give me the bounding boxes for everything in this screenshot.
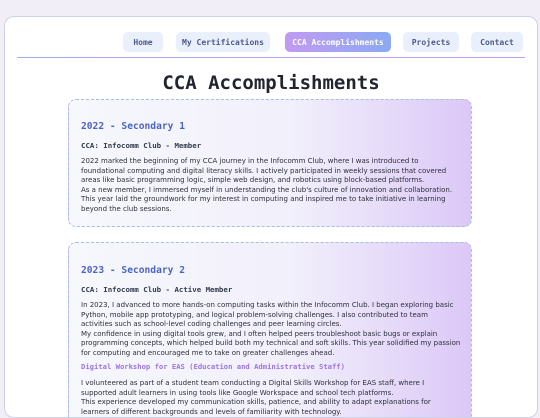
year-heading: 2023 - Secondary 2 — [81, 265, 185, 276]
paragraph: My confidence in using digital tools grew, and I often helped peers troubleshoot basic bugs or explain programming concepts, which helped build both my technical and soft skills. This year solidified my passion for computing and encouraged me to take on greater challenges ahead. — [81, 329, 461, 357]
page-frame — [4, 16, 538, 418]
top-nav — [5, 32, 537, 52]
nav-certifications-button[interactable]: My Certifications — [176, 32, 270, 52]
paragraph: As a new member, I immersed myself in understanding the club's culture of innovation and collaboration. This year laid the groundwork for my interest in computing and inspired me to take initiative in learning beyond the club sessions. — [81, 185, 453, 213]
nav-projects-button[interactable]: Projects — [403, 32, 459, 52]
section-2022 — [68, 99, 472, 227]
paragraph: 2022 marked the beginning of my CCA journey in the Infocomm Club, where I was introduced to foundational computing and digital literacy skills. I actively participated in weekly sessions that covered areas like basic programming logic, simple web design, and robotics using block-based platforms. — [81, 157, 447, 185]
section-body — [81, 301, 461, 359]
role-heading: CCA: Infocomm Club - Member — [81, 141, 202, 150]
role-heading: CCA: Infocomm Club - Active Member — [81, 285, 233, 294]
section-2023 — [68, 242, 472, 418]
nav-contact-button[interactable]: Contact — [471, 32, 523, 52]
sub-section-body — [81, 379, 461, 417]
section-body — [81, 157, 461, 215]
paragraph: In 2023, I advanced to more hands-on computing tasks within the Infocomm Club. I began exploring basic Python, mobile app prototyping, and logical problem-solving challenges. I also contributed to team activities such as school-level coding challenges and peer learning circles. — [81, 301, 454, 329]
sub-heading: Digital Workshop for EAS (Education and Administrative Staff) — [81, 362, 345, 371]
paragraph: This experience developed my communication skills, patience, and ability to adapt explanations for learners of different backgrounds and levels of familiarity with technology. — [81, 398, 431, 416]
nav-home-button[interactable]: Home — [123, 32, 163, 52]
page-title: CCA Accomplishments — [162, 72, 380, 94]
paragraph: I volunteered as part of a student team conducting a Digital Skills Workshop for EAS staff, where I supported adult learners in using tools like Google Workspace and school tech platforms. — [81, 379, 425, 397]
year-heading: 2022 - Secondary 1 — [81, 121, 185, 132]
nav-cca-accomplishments-button[interactable]: CCA Accomplishments — [285, 32, 391, 52]
nav-divider — [17, 57, 525, 58]
